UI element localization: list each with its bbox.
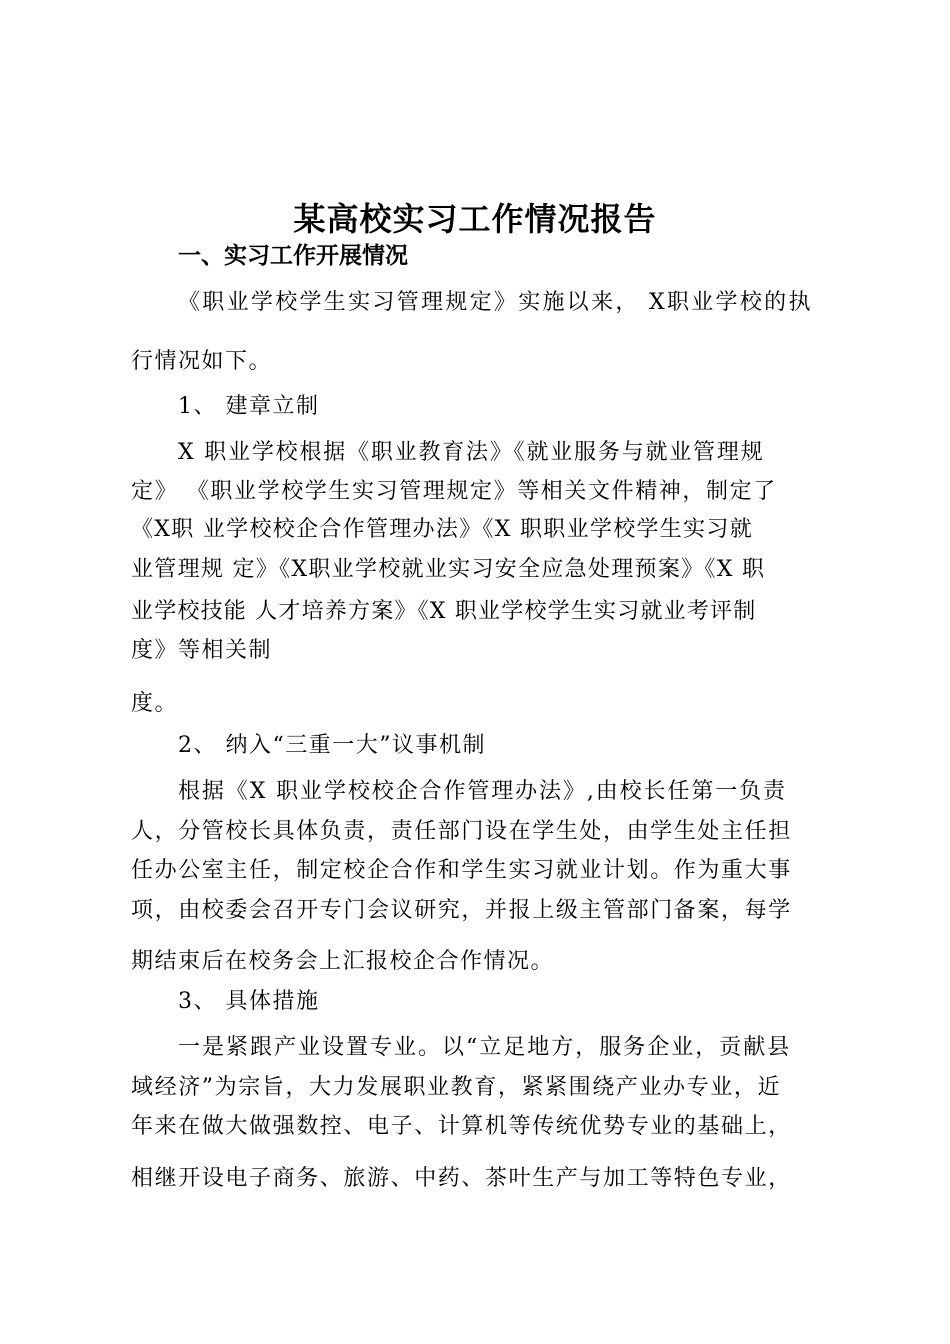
paragraph-line: 年来在做大做强数控、电子、计算机等传统优势专业的基础上， <box>131 1114 792 1139</box>
paragraph-line: 度》等相关制 <box>131 638 273 663</box>
section-heading: 一、实习工作开展情况 <box>178 243 408 269</box>
paragraph-line: 行情况如下。 <box>131 349 273 374</box>
paragraph-line: 度。 <box>131 691 179 716</box>
paragraph-line: 业学校技能 人才培养方案》《X 职业学校学生实习就业考评制 <box>131 599 757 624</box>
list-heading-3: 3、 具体措施 <box>178 989 320 1014</box>
paragraph-line: 《X职 业学校校企合作管理办法》《X 职职业学校学生实习就 <box>131 517 754 542</box>
paragraph-line: 任办公室主任，制定校企合作和学生实习就业计划。作为重大事 <box>131 858 792 883</box>
list-heading-2: 2、 纳入“三重一大”议事机制 <box>178 733 486 758</box>
paragraph-line: 项，由校委会召开专门会议研究，并报上级主管部门备案，每学 <box>131 898 792 923</box>
document-title: 某高校实习工作情况报告 <box>293 200 657 238</box>
paragraph-line: 相继开设电子商务、旅游、中药、茶叶生产与加工等特色专业， <box>131 1166 792 1191</box>
paragraph-line: X 职业学校根据《职业教育法》《就业服务与就业管理规 <box>178 440 765 465</box>
paragraph-line: 期结束后在校务会上汇报校企合作情况。 <box>131 949 555 974</box>
paragraph-line: 人，分管校长具体负责，责任部门设在学生处，由学生处主任担 <box>131 819 792 844</box>
paragraph-line: 《职业学校学生实习管理规定》实施以来， X职业学校的执 <box>178 290 813 315</box>
paragraph-line: 定》 《职业学校学生实习管理规定》等相关文件精神，制定了 <box>131 479 777 504</box>
paragraph-line: 根据《X 职业学校校企合作管理办法》,由校长任第一负责 <box>178 779 787 804</box>
list-heading-1: 1、 建章立制 <box>178 394 320 419</box>
paragraph-line: 业管理规 定》《X职业学校就业实习安全应急处理预案》《X 职 <box>131 557 766 582</box>
paragraph-line: 域经济”为宗旨，大力发展职业教育，紧紧围绕产业办专业，近 <box>131 1075 782 1100</box>
paragraph-line: 一是紧跟产业设置专业。以“立足地方，服务企业，贡献县 <box>178 1035 792 1060</box>
